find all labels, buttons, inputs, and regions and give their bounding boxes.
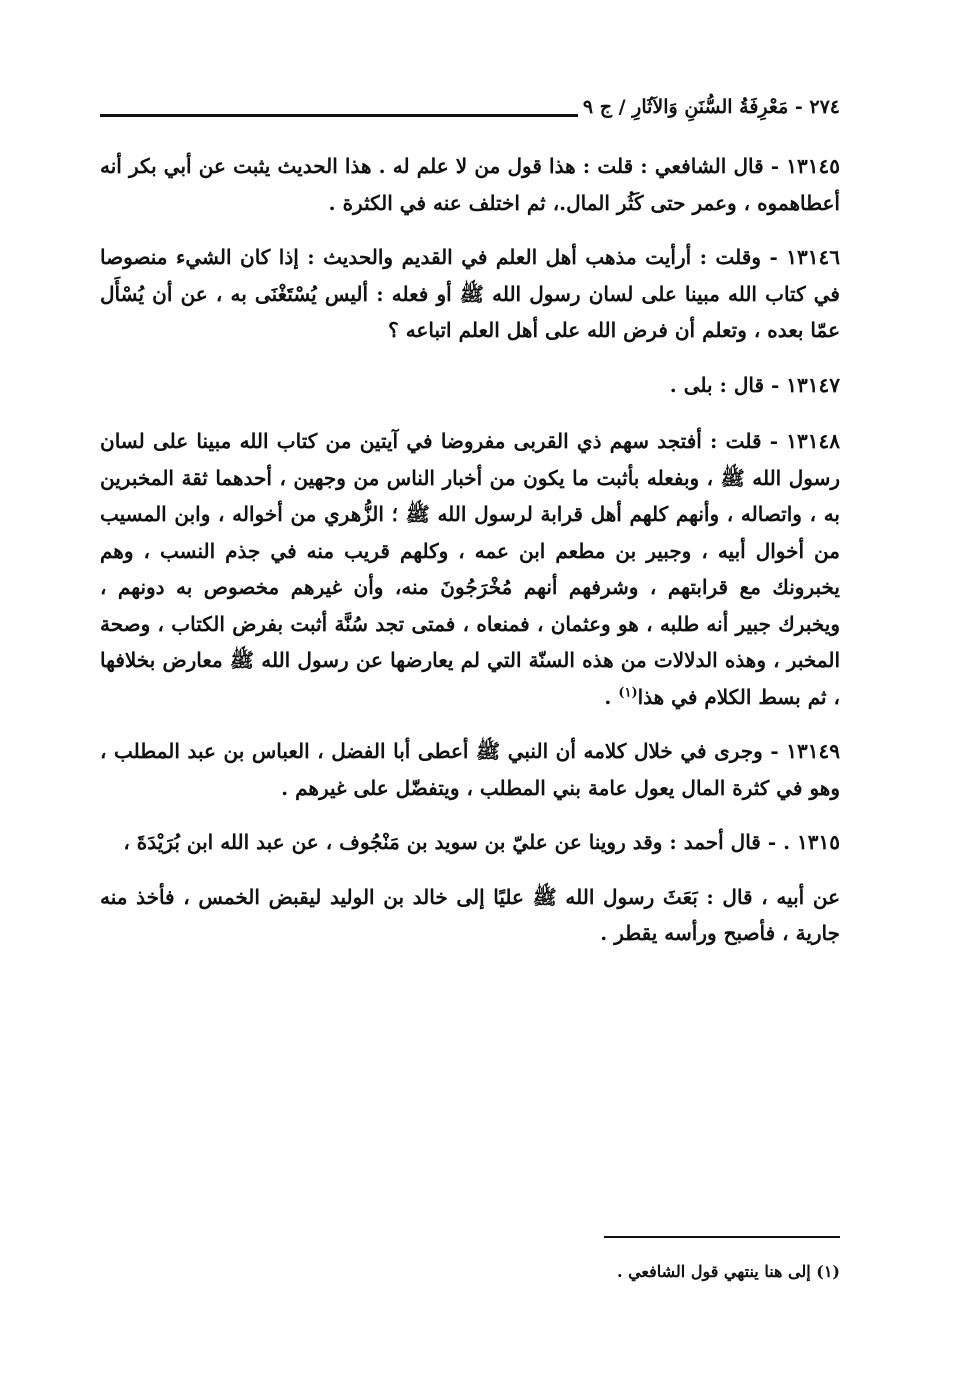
paragraph-13150-continued: عن أبيه ، قال : بَعَثَ رسول الله ﷺ عليًا إلى خالد بن الوليد ليقبض الخمس ، فأخذ منه جارية ، فأصبح ورأسه يقطر . — [100, 884, 840, 945]
footnote: (١) إلى هنا ينتهي قول الشافعي . — [616, 1262, 840, 1281]
main-text — [100, 148, 840, 970]
paragraph-13150: ١٣١٥ . - قال أحمد : وقد روينا عن عليّ بن سويد بن مَنْجُوف ، عن عبد الله ابن بُرَيْدَةَ ، — [123, 830, 840, 854]
paragraph-13147: ١٣١٤٧ - قال : بلى . — [669, 372, 840, 397]
footnote-marker: (١) — [618, 684, 638, 700]
paragraph-13146: ١٣١٤٦ - وقلت : أرأيت مذهب أهل العلم في القديم والحديث : إذا كان الشيء منصوصا في كتاب الله مبينا على لسان رسول الله ﷺ أو فعله : أليس يُسْتَغْنَى به ، عن أن يُسْأَل عمّا بعده ، وتعلم أن فرض الله على أهل العلم اتباعه ؟ — [100, 245, 840, 342]
paragraph-13148 — [100, 423, 840, 715]
header-rule — [100, 114, 578, 117]
page-header — [100, 92, 840, 132]
paragraph-13148-text: ١٣١٤٨ - قلت : أفتجد سهم ذي القربى مفروضا في آيتين من كتاب الله مبينا على لسان رسول الله ﷺ ، وبفعله بأثبت ما يكون من أخبار الناس من وجهين ، أحدهما ثقة المخبرين به ، واتصاله ، وأنهم كلهم أهل قرابة لرسول الله ﷺ ؛ الزُّهري من أخواله ، وابن المسيب من أخوال أبيه ، وجبير بن مطعم ابن عمه ، وكلهم قريب منه في جذم النسب ، وهم يخبرونك مع قرابتهم ، وشرفهم أنهم مُخْرَجُونَ منه، وأن غيرهم مخصوص به دونهم ، ويخبرك جبير أنه طلبه ، هو وعثمان ، فمنعاه ، فمتى تجد سُنَّة أثبت بفرض الكتاب ، وصحة المخبر ، وهذه الدلالات من هذه السنّة التي لم يعارضها عن رسول الله ﷺ معارض بخلافها ، ثم بسط الكلام في هذا — [100, 429, 840, 709]
footnote-rule — [604, 1236, 840, 1238]
running-title: ٢٧٤ - مَعْرِفَةُ السُّنَنِ وَالآثَارِ / ج ٩ — [582, 96, 840, 118]
paragraph-13149: ١٣١٤٩ - وجرى في خلال كلامه أن النبي ﷺ أعطى أبا الفضل ، العباس بن عبد المطلب ، وهو في كثرة المال يعول عامة بني المطلب ، ويتفضّل على غيرهم . — [100, 739, 840, 800]
paragraph-13145: ١٣١٤٥ - قال الشافعي : قلت : هذا قول من لا علم له . هذا الحديث يثبت عن أبي بكر أنه أعطاهموه ، وعمر حتى كَثُر المال.، ثم اختلف عنه في الكثرة . — [100, 154, 840, 215]
paragraph-13148-end: . — [604, 684, 619, 709]
